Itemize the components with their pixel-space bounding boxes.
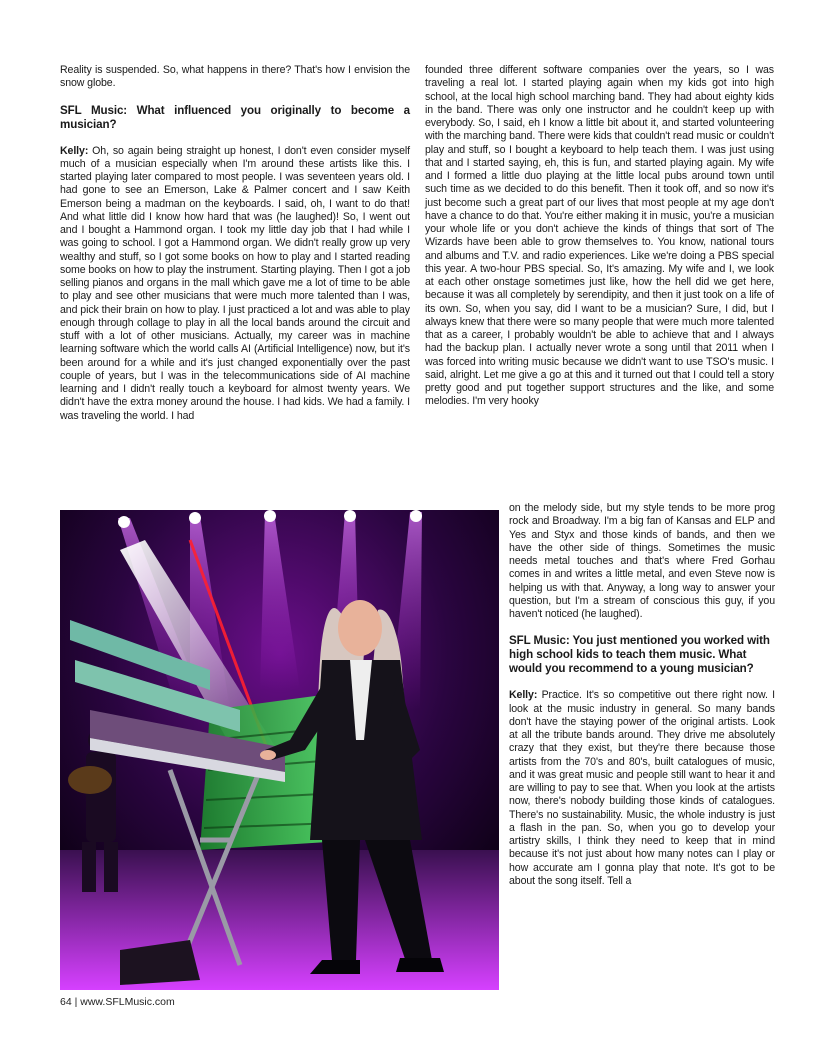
keyboardist-onstage-image [60, 510, 499, 990]
answer-2-text: Practice. It's so competitive out there right now. I look at the music industry in general. So many bands don't have the staying power of the original artists. Look at all the tribute bands around. They drive me absolutely crazy that they exist, but they're there because those artists from the 70's and 80's, built catalogues of music, and it was great music and people still want to hear it and are willing to pay to see that. When you look at the artists now, there's nobody building those kinds of catalogues. There's no sustainability. Music, the whole industry is just a flash in the pan. So, when you go to develop your artistry skills, I think they need to keep that in mind because it's not just about how many notes can I play or how accurate am I gonna play that note. It's got to be about the song itself. Tell a [509, 689, 776, 887]
answer-1-text: Oh, so again being straight up honest, I don't even consider myself much of a musician especially when I'm around these artists like this. I started playing later compared to most people. I was seventeen years old. I had gone to see an Emerson, Lake & Palmer concert and I saw Keith Emerson being a madman on the keyboards. I said, oh, I want to do that! And what little did I know how hard that was (he laughed)! So, I went out and I bought a Hammond organ. I took my little day job that I had while I was going to school. I got a Hammond organ. We didn't really grow up very wealthy and stuff, so I got some books on how to play and I started reading some books on how to play the instrument. Starting playing. Then I got a job selling pianos and organs in the mall which gave me a lot of time to be able to play and see other musicians that were much more talented than I was, and pick their brain on how to play. I just practiced a lot and was able to play enough through collage to play in all the local bands around the circuit and stuff with a lot of other musicians. Actually, my career was in machine learning software which the world calls AI (Artificial Intelligence) now, but it's been around for a while and it's just changed exponentially over the past couple of years, but I was in the telecommunications side of AI machine learning and I didn't really touch a keyboard for almost twenty years. We didn't have the extra money around the house. I had kids. We had a family. I was traveling the world. I had [60, 144, 411, 422]
question-1: SFL Music: What influenced you originally to become a musician? [60, 103, 410, 131]
right-column-top [425, 64, 774, 409]
answer-1-ending: on the melody side, but my style tends to be more prog rock and Broadway. I'm a big fan of Kansas and ELP and Yes and Styx and those kinds of bands, and then we have the other side of things. Sometimes the music needs metal touches and that's where Fred Gorhau comes in and writes a little metal, and even Steve now is helping us with that. Anyway, a long way to answer your question, but I'm a stream of conscious this guy, if you haven't noticed (he laughed). [509, 502, 775, 620]
right-column-bottom [509, 502, 775, 888]
speaker-label: Kelly: [509, 689, 538, 702]
answer-1 [60, 145, 410, 423]
intro-paragraph: Reality is suspended. So, what happens in there? That's how I envision the snow globe. [60, 64, 410, 90]
question-2: SFL Music: You just mentioned you worked with high school kids to teach them music. What would you recommend to a young musician? [509, 634, 770, 676]
concert-photo [60, 510, 499, 990]
answer-2 [509, 689, 775, 888]
answer-1-continued: founded three different software companies over the years, so I was traveling a real lot. I started playing again when my kids got into high school, at the local high school marching band. They had about eighty kids in the band. There was only one instructor and he couldn't keep up with everybody. So, I said, eh I know a little bit about it, and started volunteering with the marching band. There were kids that couldn't read music or couldn't play and stuff, so I bought a keyboard to help teach them. I was just using that and I started saying, eh, this is fun, and started playing again. My wife and I formed a little duo playing at the little local pubs around town until such time as we decided to do this benefit. Then it took off, and so now it's just become such a great part of our lives that most people at my age don't have a chance to do that. You're either making it in music, you're a musician your whole life or you don't achieve the kinds of things that sort of The Wizards have been able to grow themselves to. You know, national tours and albums and T.V. and radio experiences. Like we're doing a PBS special this year. A two-hour PBS special. So, It's amazing. My wife and I, we look at each other onstage sometimes just like, how the hell did we get here, because it was all completely by serendipity, and then it just took on a life of its own. So, when you say, did I want to be a musician? Sure, I did, but I always knew that there were so many people that were much more talented that as a career, I probably wouldn't be able to achieve that and I always had the backup plan. I actually never wrote a song until that 2011 when I was forced into writing music because we didn't want to use TSO's music. I said, alright. Let me give a go at this and it turned out that I could tell a story pretty good and put together support structures and the like, and some melodies. I'm very hooky [425, 64, 774, 408]
page-footer: 64 | www.SFLMusic.com [60, 996, 175, 1008]
left-column [60, 64, 410, 423]
speaker-label: Kelly: [60, 144, 89, 157]
